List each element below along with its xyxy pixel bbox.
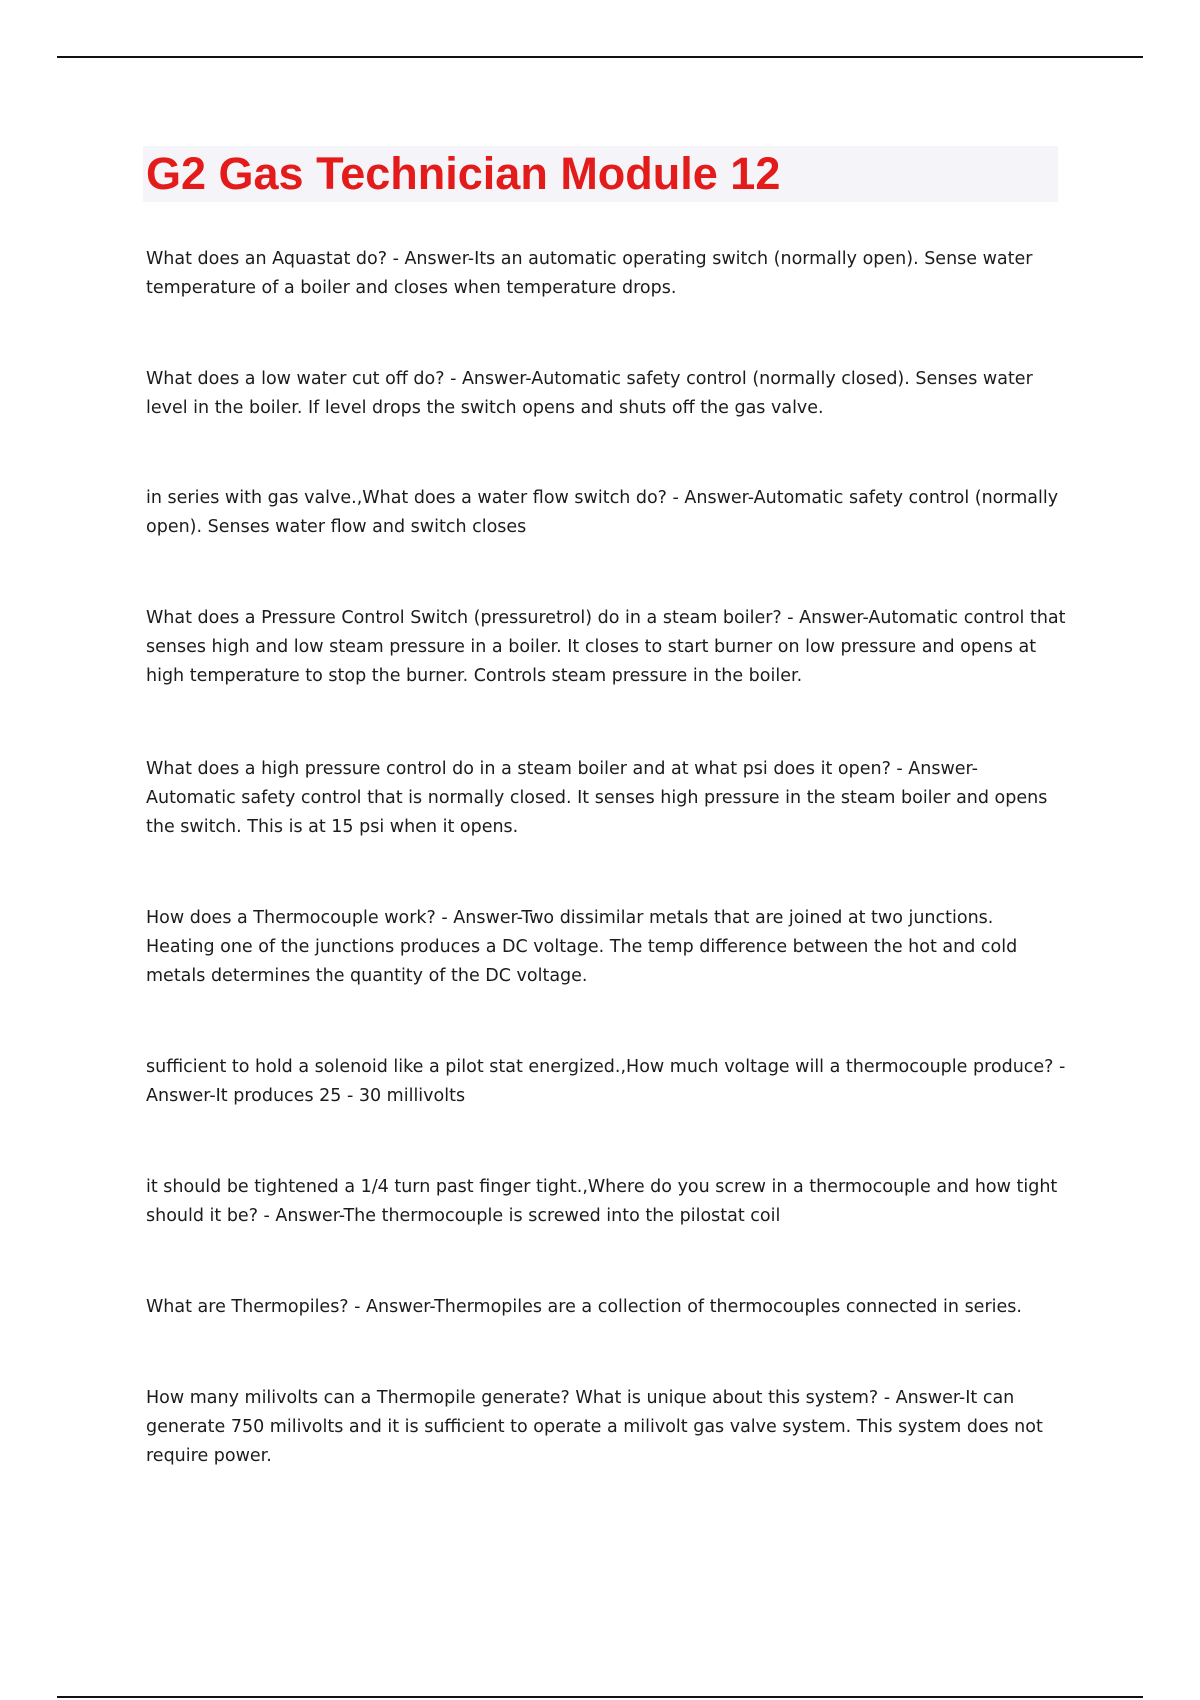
qa-entry-water-flow-switch: in series with gas valve.,What does a water flow switch do? - Answer-Automatic safety control (normally open). Senses water flow and switch closes <box>146 488 1059 537</box>
document-title: G2 Gas Technician Module 12 <box>146 148 781 199</box>
top-divider <box>57 56 1143 58</box>
qa-entry-thermopiles: What are Thermopiles? - Answer-Thermopiles are a collection of thermocouples connected in series. <box>146 1297 1022 1317</box>
qa-entry-thermocouple-voltage: sufficient to hold a solenoid like a pilot stat energized.,How much voltage will a thermocouple produce? - Answer-It produces 25 - 30 millivolts <box>146 1057 1066 1106</box>
qa-entry-thermocouple-work: How does a Thermocouple work? - Answer-Two dissimilar metals that are joined at two junctions. Heating one of the junctions produces a DC voltage. The temp difference between the hot and cold metals determines the quantity of the DC voltage. <box>146 908 1018 986</box>
qa-entry-thermocouple-install: it should be tightened a 1/4 turn past finger tight.,Where do you screw in a thermocouple and how tight should it be? - Answer-The thermocouple is screwed into the pilostat coil <box>146 1177 1058 1226</box>
qa-entry-aquastat: What does an Aquastat do? - Answer-Its an automatic operating switch (normally open). Sense water temperature of a boiler and closes when temperature drops. <box>146 249 1033 298</box>
qa-entry-pressuretrol: What does a Pressure Control Switch (pressuretrol) do in a steam boiler? - Answer-Automatic control that senses high and low steam pressure in a boiler. It closes to start burner on low pressure and opens at high temperature to stop the burner. Controls steam pressure in the boiler. <box>146 608 1066 686</box>
qa-entry-thermopile-millivolts: How many milivolts can a Thermopile generate? What is unique about this system? - Answer-It can generate 750 milivolts and it is sufficient to operate a milivolt gas valve system. This system does not require power. <box>146 1388 1043 1466</box>
qa-entry-low-water-cutoff: What does a low water cut off do? - Answer-Automatic safety control (normally closed). Senses water level in the boiler. If level drops the switch opens and shuts off the gas valve. <box>146 369 1033 418</box>
bottom-divider <box>57 1696 1143 1698</box>
qa-entry-high-pressure-control: What does a high pressure control do in a steam boiler and at what psi does it open? - Answer-Automatic safety control that is normally closed. It senses high pressure in the steam boiler and opens the switch. This is at 15 psi when it opens. <box>146 759 1048 837</box>
